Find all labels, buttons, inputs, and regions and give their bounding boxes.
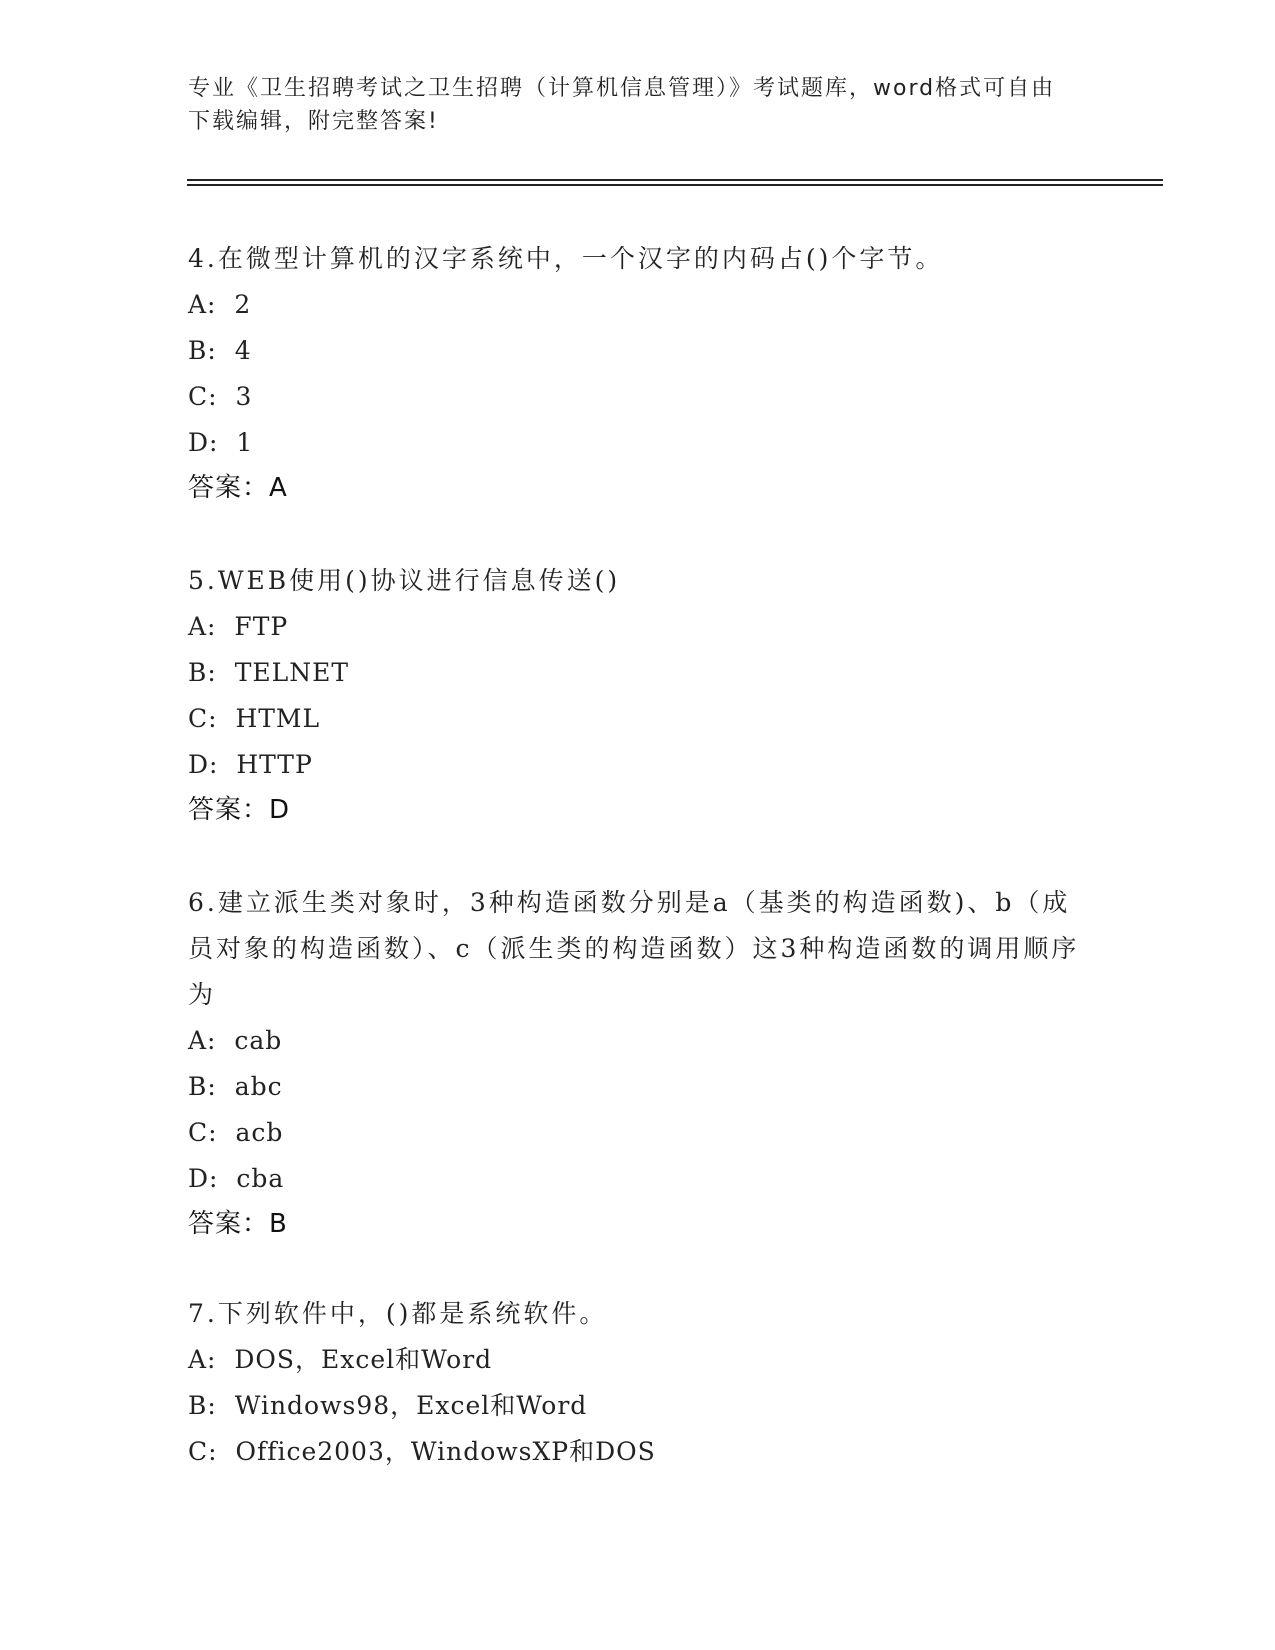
answer-line: 答案：A (188, 473, 288, 503)
question-stem: 7.下列软件中，()都是系统软件。 (188, 1299, 608, 1328)
option-b: B: abc (188, 1072, 283, 1101)
option-d: D: cba (188, 1164, 285, 1193)
option-c: C: 3 (188, 382, 253, 411)
option-a: A: DOS，Excel和Word (188, 1345, 493, 1374)
question-6 (188, 880, 1088, 1246)
option-b: B: 4 (188, 336, 252, 365)
header-divider-top (187, 179, 1163, 181)
option-a: A: FTP (188, 612, 289, 641)
question-stem: 6.建立派生类对象时，3种构造函数分别是a（基类的构造函数)、b（成员对象的构造函数）、c（派生类的构造函数）这3种构造函数的调用顺序为 (188, 888, 1080, 1009)
option-b: B: TELNET (188, 658, 350, 687)
question-stem: 4.在微型计算机的汉字系统中，一个汉字的内码占()个字节。 (188, 244, 944, 273)
option-c: C: acb (188, 1118, 284, 1147)
option-b: B: Windows98，Excel和Word (188, 1391, 588, 1420)
question-4 (188, 236, 1088, 510)
header-divider-bottom (187, 184, 1163, 186)
option-a: A: cab (188, 1026, 283, 1055)
option-c: C: HTML (188, 704, 321, 733)
option-d: D: HTTP (188, 750, 313, 779)
document-header: 专业《卫生招聘考试之卫生招聘（计算机信息管理）》考试题库，word格式可自由下载编辑，附完整答案! (188, 76, 1056, 134)
question-7 (188, 1291, 1088, 1475)
option-c: C: Office2003，WindowsXP和DOS (188, 1437, 656, 1466)
option-d: D: 1 (188, 428, 254, 457)
question-stem: 5.WEB使用()协议进行信息传送() (188, 566, 621, 595)
answer-line: 答案：B (188, 1209, 288, 1239)
question-5 (188, 558, 1088, 832)
option-a: A: 2 (188, 290, 252, 319)
answer-line: 答案：D (188, 795, 291, 825)
